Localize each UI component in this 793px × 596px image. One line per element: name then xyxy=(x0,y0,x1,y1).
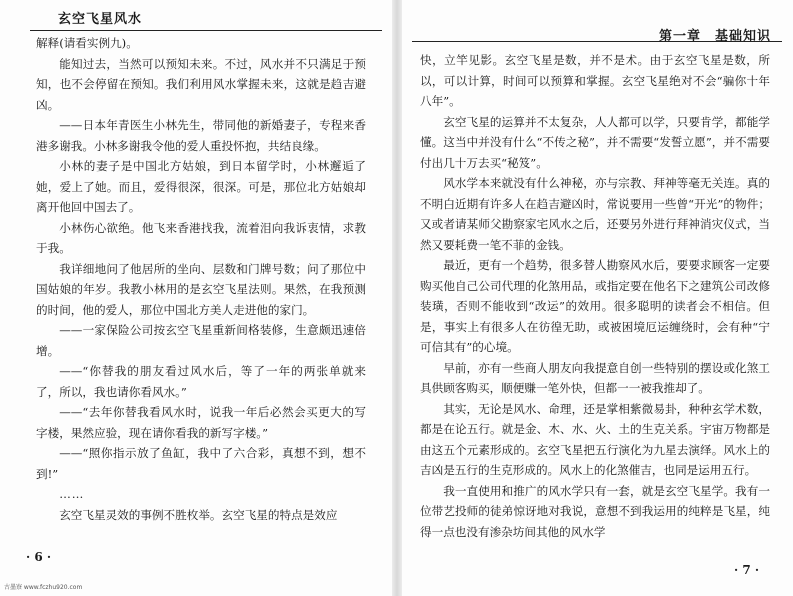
paragraph: 其实，无论是风水、命理，还是掌相紫微易卦，种种玄学术数，都是在论五行。就是金、木、水、火、土的生克关系。宇宙万物都是由这五个元素形成的。玄空飞星把五行演化为九星去演绎。风水上的吉凶是五行的生克形成的。风水上的化煞催吉，也同是运用五行。 xyxy=(420,401,770,477)
paragraph: 快，立竿见影。玄空飞星是数，并不是术。由于玄空飞星是数，所以，可以计算，时间可以预算和掌握。玄空飞星绝对不会“骗你十年八年”。 xyxy=(420,53,770,108)
paragraph: 玄空飞星的运算并不太复杂，人人都可以学，只要肯学，都能学懂。这当中并没有什么“不传之秘”，并不需要“发誓立愿”，并不需要付出几十万去买“秘笈”。 xyxy=(420,114,770,170)
body-text xyxy=(36,33,366,525)
page-number: · 7 · xyxy=(734,563,760,577)
paragraph: 解释(请看实例九)。 xyxy=(36,36,138,50)
paragraph: 我详细地问了他居所的坐向、层数和门牌号数；问了那位中国姑娘的年岁。我教小林用的是玄空飞星法则。果然，在我预测的时间，他的爱人，那位中国北方美人走进他的家门。 xyxy=(36,261,366,317)
header-rule xyxy=(412,41,782,42)
gutter xyxy=(392,0,402,596)
paragraph: 能知过去，当然可以预知未来。不过，风水并不只满足于预知，也不会停留在预知。我们利用风水掌握未来，这就是趋吉避凶。 xyxy=(36,56,366,112)
paragraph: ——“你替我的朋友看过风水后，等了一年的两张单就来了，所以，我也请你看风水。” xyxy=(36,364,366,399)
paragraph: 玄空飞星灵效的事例不胜枚举。玄空飞星的特点是效应 xyxy=(59,507,338,522)
running-head: 第一章 基础知识 xyxy=(658,29,771,44)
paragraph: ——“照你指示放了鱼缸，我中了六合彩，真想不到，想不到!” xyxy=(36,446,366,481)
paragraph: 小林伤心欲绝。他飞来香港找我，流着泪向我诉衷情，求教于我。 xyxy=(36,220,366,255)
page-number: · 6 · xyxy=(26,550,52,564)
right-page xyxy=(402,0,793,596)
body-text xyxy=(420,50,770,542)
paragraph: ——日本年青医生小林先生，带同他的新婚妻子，专程来香港多谢我。小林多谢我令他的爱人重投怀抱，共结良缘。 xyxy=(36,118,366,153)
left-page xyxy=(0,0,392,596)
running-head: 玄空飞星风水 xyxy=(58,12,143,27)
paragraph: 小林的妻子是中国北方姑娘，到日本留学时，小林邂逅了她，爱上了她。而且，爱得很深，很深。可是，那位北方姑娘却离开他回中国去了。 xyxy=(36,159,366,214)
paragraph: 风水学本来就没有什么神秘，亦与宗教、拜神等毫无关连。真的不明白近期有许多人在趋吉避凶时，常说要用一些曾“开光”的物件；又或者请某师父勘察家宅风水之后，还要另外进行拜神消灾仪式，当然又要耗费一笔不菲的金钱。 xyxy=(420,176,770,252)
paragraph: 早前，亦有一些商人朋友向我提意自创一些特别的摆设或化煞工具供顾客购买，顺便赚一笔外快，但都一一被我推却了。 xyxy=(420,360,770,395)
header-rule xyxy=(30,30,382,31)
paragraph: ——一家保险公司按玄空飞星重新间格装修，生意颇迅速倍增。 xyxy=(36,323,366,358)
paragraph: 最近，更有一个趋势，很多替人勘察风水后，要要求顾客一定要购买他自己公司代理的化煞用品，或指定要在他名下之建筑公司改修装璜，否则不能收到“改运”的效用。很多聪明的读者会不相信。但是，事实上有很多人在彷徨无助，或被困境厄运缠绕时，会有种“宁可信其有”的心境。 xyxy=(420,258,770,354)
paragraph: ——“去年你替我看风水时，说我一年后必然会买更大的写字楼，果然应验，现在请你看我的新写字楼。” xyxy=(36,405,366,440)
source-watermark: 古墨寮 www.fczhu920.com xyxy=(4,584,83,591)
paragraph: …… xyxy=(59,487,85,501)
paragraph: 我一直使用和推广的风水学只有一套，就是玄空飞星学。我有一位带艺投师的徒弟惊讶地对我说，意想不到我运用的纯粹是飞星，纯得一点也没有渗杂坊间其他的风水学 xyxy=(420,483,770,539)
